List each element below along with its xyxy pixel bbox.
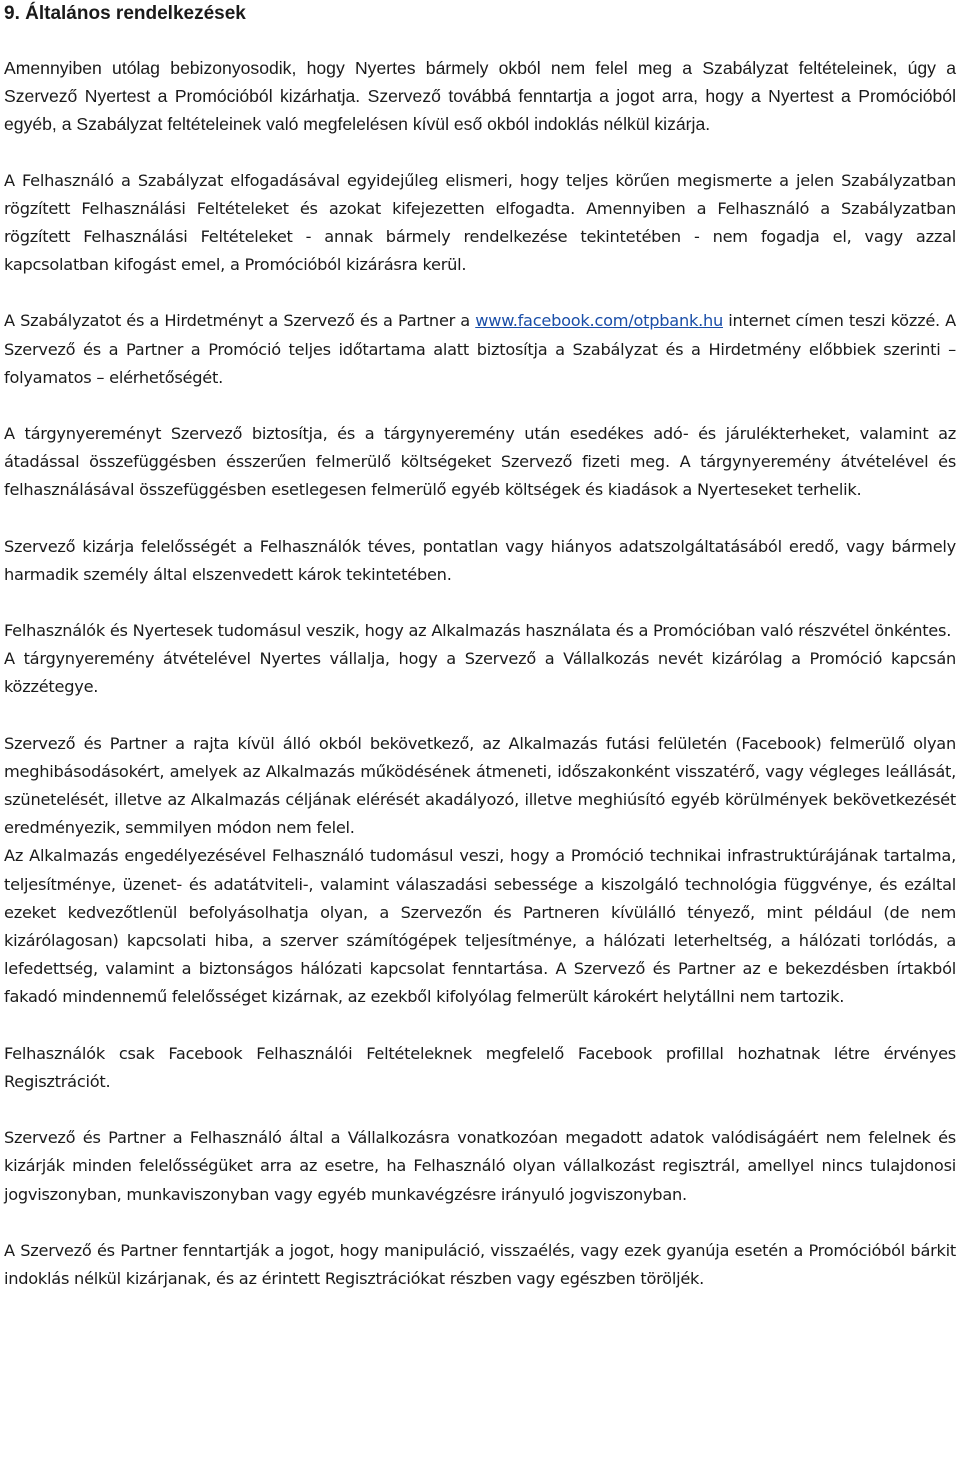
publication-text-after: internet címen teszi közzé. A Szervező és a Partner a Promóció teljes időtartama alatt biztosítja a Szabályzat és a Hirdetmény előbbiek szerinti – folyamatos – elérhetőségét. xyxy=(4,311,956,387)
paragraph-company-name-publication: A tárgynyeremény átvételével Nyertes vállalja, hogy a Szervező a Vállalkozás nevét kizárólag a Promóció kapcsán közzétegye. xyxy=(4,649,956,697)
paragraph-prize-costs: A tárgynyereményt Szervező biztosítja, és a tárgynyeremény után esedékes adó- és járulékterheket, valamint az átadással összefüggésben ésszerűen felmerülő költségeket Szervező fizeti meg. A tárgynyeremény átvételével és felhasználásával összefüggésben esetlegesen felmerülő egyéb költségek és kiadások a Nyerteseket terhelik. xyxy=(4,424,956,500)
paragraph-company-data-validity: Szervező és Partner a Felhasználó által a Vállalkozásra vonatkozóan megadott adatok valódiságáért nem felelnek és kizárják minden felelősségüket arra az esetre, ha Felhasználó olyan vállalkozást regisztrál, amellyel nincs tulajdonosi jogviszonyban, munkaviszonyban vagy egyéb munkavégzésre irányuló jogviszonyban. xyxy=(4,1128,956,1204)
paragraph-technical-infrastructure: Az Alkalmazás engedélyezésével Felhasználó tudomásul veszi, hogy a Promóció technikai infrastruktúrájának tartalma, teljesítménye, üzenet- és adatátviteli-, valamint válaszadási sebessége a kiszolgáló technológia függvénye, és ezáltal ezeket kedvezőtlenül befolyásolhatja olyan, a Szervezőn és Partneren kívülálló tényező, mint például (de nem kizárólagosan) kapcsolati hiba, a szerver számítógépek teljesítménye, a hálózati leterheltség, a hálózati torlódás, a lefedettség, valamint a biztonságos hálózati kapcsolat fenntartása. A Szervező és Partner az e bekezdésben írtakból fakadó mindennemű felelősséget kizárnak, az ezekből kifolyólag felmerült károkért helytállni nem tartozik. xyxy=(4,846,956,1007)
paragraph-publication xyxy=(4,307,956,392)
paragraph-acceptance-terms: A Felhasználó a Szabályzat elfogadásával egyidejűleg elismeri, hogy teljes körűen megismerte a jelen Szabályzatban rögzített Felhasználási Feltételeket és azokat kifejezetten elfogadta. Amennyiben a Felhasználó a Szabályzatban rögzített Felhasználási Feltételeket - annak bármely rendelkezése tekintetében - nem fogadja el, vagy azzal kapcsolatban kifogást emel, a Promócióból kizárásra kerül. xyxy=(4,170,956,275)
section-title: 9. Általános rendelkezések xyxy=(4,3,246,24)
paragraph-winner-exclusion: Amennyiben utólag bebizonyosodik, hogy Nyertes bármely okból nem felel meg a Szabályzat feltételeinek, úgy a Szervező Nyertest a Promócióból kizárhatja. Szervező továbbá fenntartja a jogot arra, hogy a Nyertest a Promócióból egyéb, a Szabályzat feltételeinek való megfelelésen kívül eső okból indoklás nélkül kizárja. xyxy=(4,58,956,135)
paragraph-facebook-profile: Felhasználók csak Facebook Felhasználói Feltételeknek megfelelő Facebook profillal hozhatnak létre érvényes Regisztrációt. xyxy=(4,1043,956,1091)
document-page xyxy=(4,0,956,1293)
facebook-link[interactable]: www.facebook.com/otpbank.hu xyxy=(475,311,723,331)
paragraph-manipulation-exclusion: A Szervező és Partner fenntartják a jogot, hogy manipuláció, visszaélés, vagy ezek gyanúja esetén a Promócióból bárkit indoklás nélkül kizárjanak, és az érintett Regisztrációkat részben vagy egészben töröljék. xyxy=(4,1240,956,1288)
paragraph-liability-data: Szervező kizárja felelősségét a Felhasználók téves, pontatlan vagy hiányos adatszolgáltatásából eredő, vagy bármely harmadik személy által elszenvedett károk tekintetében. xyxy=(4,536,956,584)
paragraph-platform-failures: Szervező és Partner a rajta kívül álló okból bekövetkező, az Alkalmazás futási felületén (Facebook) felmerülő olyan meghibásodásokért, amelyek az Alkalmazás működésének átmeneti, időszakonként visszatérő, vagy végleges leállását, szünetelését, illetve az Alkalmazás céljának elérését akadályozó, illetve meghiúsító egyéb körülmények bekövetkezését eredményezik, semmilyen módon nem felel. xyxy=(4,733,956,838)
paragraph-voluntary-participation: Felhasználók és Nyertesek tudomásul veszik, hogy az Alkalmazás használata és a Promócióban való részvétel önkéntes. xyxy=(4,621,952,641)
publication-text-before: A Szabályzatot és a Hirdetményt a Szervező és a Partner a xyxy=(4,311,476,331)
